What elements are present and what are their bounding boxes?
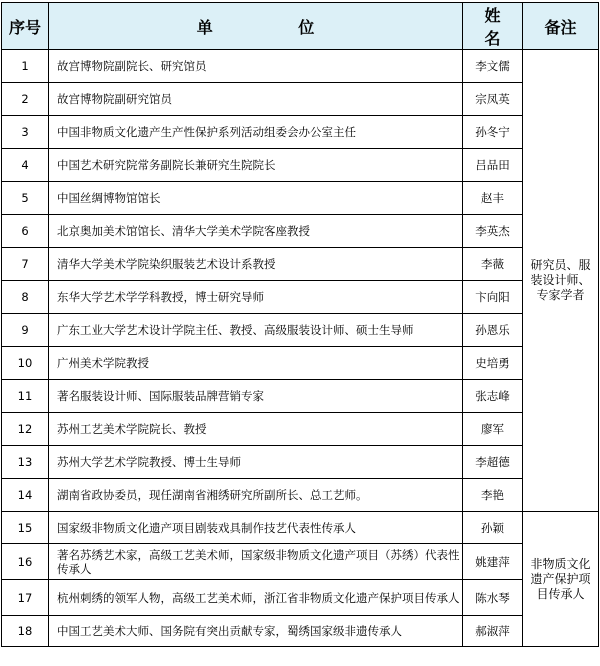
row-no: 14 bbox=[2, 479, 49, 512]
row-unit: 中国艺术研究院常务副院长兼研究生院院长 bbox=[49, 149, 463, 182]
row-no: 13 bbox=[2, 446, 49, 479]
header-row bbox=[2, 3, 599, 50]
remark-group-1: 研究员、服装设计师、专家学者 bbox=[523, 50, 599, 512]
row-name: 张志峰 bbox=[463, 380, 523, 413]
table-row bbox=[2, 544, 599, 580]
row-no: 10 bbox=[2, 347, 49, 380]
remark-group-2: 非物质文化遗产保护项目传承人 bbox=[523, 512, 599, 647]
row-no: 4 bbox=[2, 149, 49, 182]
header-name: 姓名 bbox=[463, 3, 523, 50]
row-unit: 广东工业大学艺术设计学院主任、教授、高级服装设计师、硕士生导师 bbox=[49, 314, 463, 347]
row-name: 廖军 bbox=[463, 413, 523, 446]
table-row bbox=[2, 149, 599, 182]
row-unit: 中国丝绸博物馆馆长 bbox=[49, 182, 463, 215]
table-row bbox=[2, 83, 599, 116]
table-row bbox=[2, 616, 599, 647]
table-row bbox=[2, 580, 599, 616]
row-name: 李艳 bbox=[463, 479, 523, 512]
row-no: 5 bbox=[2, 182, 49, 215]
experts-table bbox=[1, 2, 599, 647]
row-unit: 故宫博物院副院长、研究馆员 bbox=[49, 50, 463, 83]
row-unit: 清华大学美术学院染织服装艺术设计系教授 bbox=[49, 248, 463, 281]
header-no: 序号 bbox=[2, 3, 49, 50]
row-name: 陈水琴 bbox=[463, 580, 523, 616]
row-no: 11 bbox=[2, 380, 49, 413]
table-row bbox=[2, 248, 599, 281]
table-row bbox=[2, 281, 599, 314]
table-row bbox=[2, 446, 599, 479]
row-no: 6 bbox=[2, 215, 49, 248]
row-no: 12 bbox=[2, 413, 49, 446]
row-unit: 中国非物质文化遗产生产性保护系列活动组委会办公室主任 bbox=[49, 116, 463, 149]
table-row bbox=[2, 413, 599, 446]
row-no: 17 bbox=[2, 580, 49, 616]
row-name: 李文儒 bbox=[463, 50, 523, 83]
table-row bbox=[2, 116, 599, 149]
row-unit: 湖南省政协委员，现任湖南省湘绣研究所副所长、总工艺师。 bbox=[49, 479, 463, 512]
row-name: 宗凤英 bbox=[463, 83, 523, 116]
row-no: 7 bbox=[2, 248, 49, 281]
table-row bbox=[2, 215, 599, 248]
table-row bbox=[2, 182, 599, 215]
row-unit: 中国工艺美术大师、国务院有突出贡献专家，蜀绣国家级非遗传承人 bbox=[49, 616, 463, 647]
row-name: 孙冬宁 bbox=[463, 116, 523, 149]
row-name: 李英杰 bbox=[463, 215, 523, 248]
table-row bbox=[2, 347, 599, 380]
row-name: 史培勇 bbox=[463, 347, 523, 380]
row-unit: 国家级非物质文化遗产项目剧装戏具制作技艺代表性传承人 bbox=[49, 512, 463, 544]
row-no: 9 bbox=[2, 314, 49, 347]
header-remark: 备注 bbox=[523, 3, 599, 50]
row-unit: 著名服装设计师、国际服装品牌营销专家 bbox=[49, 380, 463, 413]
row-name: 卞向阳 bbox=[463, 281, 523, 314]
row-unit: 广州美术学院教授 bbox=[49, 347, 463, 380]
row-name: 赵丰 bbox=[463, 182, 523, 215]
row-no: 16 bbox=[2, 544, 49, 580]
row-unit: 苏州工艺美术学院院长、教授 bbox=[49, 413, 463, 446]
row-unit: 著名苏绣艺术家，高级工艺美术师，国家级非物质文化遗产项目（苏绣）代表性传承人 bbox=[49, 544, 463, 580]
header-unit: 单 位 bbox=[49, 3, 463, 50]
row-no: 15 bbox=[2, 512, 49, 544]
row-name: 李薇 bbox=[463, 248, 523, 281]
row-name: 姚建萍 bbox=[463, 544, 523, 580]
row-name: 李超德 bbox=[463, 446, 523, 479]
row-unit: 东华大学艺术学学科教授，博士研究导师 bbox=[49, 281, 463, 314]
row-no: 2 bbox=[2, 83, 49, 116]
row-unit: 北京奥加美术馆馆长、清华大学美术学院客座教授 bbox=[49, 215, 463, 248]
row-unit: 苏州大学艺术学院教授、博士生导师 bbox=[49, 446, 463, 479]
table-row bbox=[2, 314, 599, 347]
table-row bbox=[2, 50, 599, 83]
row-name: 郝淑萍 bbox=[463, 616, 523, 647]
row-name: 吕品田 bbox=[463, 149, 523, 182]
row-unit: 杭州刺绣的领军人物，高级工艺美术师，浙江省非物质文化遗产保护项目传承人 bbox=[49, 580, 463, 616]
row-name: 孙恩乐 bbox=[463, 314, 523, 347]
row-unit: 故宫博物院副研究馆员 bbox=[49, 83, 463, 116]
table-row bbox=[2, 380, 599, 413]
row-no: 18 bbox=[2, 616, 49, 647]
table-row bbox=[2, 512, 599, 544]
row-no: 8 bbox=[2, 281, 49, 314]
row-no: 1 bbox=[2, 50, 49, 83]
row-no: 3 bbox=[2, 116, 49, 149]
table-row bbox=[2, 479, 599, 512]
row-name: 孙颖 bbox=[463, 512, 523, 544]
